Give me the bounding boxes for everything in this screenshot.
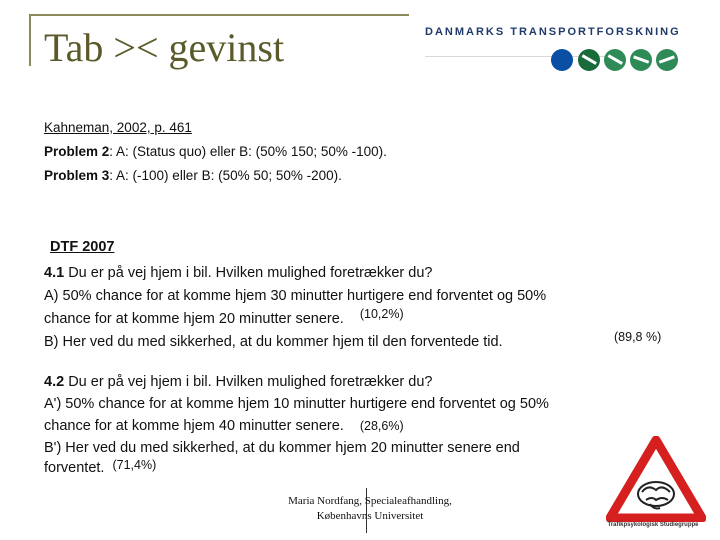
q1-option-a-line2-text: chance for at komme hjem 20 minutter senere. — [44, 311, 344, 327]
title-rule-horizontal — [29, 14, 409, 16]
reference: Kahneman, 2002, p. 461 — [44, 120, 192, 135]
dtf-logo-dots — [548, 46, 688, 74]
dtf-heading: DTF 2007 — [50, 239, 115, 255]
problem-2-label: Problem 2 — [44, 144, 110, 159]
logo-dot-blue — [551, 49, 573, 71]
problem-3 — [44, 168, 342, 183]
q2-option-b-pct: (71,4%) — [112, 458, 157, 472]
problem-2-text: : A: (Status quo) eller B: (50% 150; 50% -100). — [109, 144, 387, 159]
q1-option-a-line1: A) 50% chance for at komme hjem 30 minutter hurtigere end forventet og 50% — [44, 288, 547, 304]
q2-option-b-line2-text: forventet. — [44, 460, 105, 476]
dtf-logo-text: DANMARKS TRANSPORTFORSKNING — [425, 26, 681, 38]
q1-number: 4.1 — [44, 265, 65, 281]
q1-option-b-pct: (89,8 %) — [614, 330, 662, 344]
footer — [225, 494, 515, 524]
title-rule-vertical — [29, 14, 31, 66]
slide-title: Tab >< gevinst — [44, 25, 285, 70]
problem-2 — [44, 144, 387, 159]
q2-option-b-line1: B') Her ved du med sikkerhed, at du kommer hjem 20 minutter senere end — [44, 440, 520, 456]
q2-number: 4.2 — [44, 374, 65, 390]
q2-question-text: Du er på vej hjem i bil. Hvilken mulighed foretrækker du? — [64, 374, 433, 390]
q2-option-b-line2 — [44, 460, 156, 476]
q1-question-text: Du er på vej hjem i bil. Hvilken mulighed foretrækker du? — [64, 265, 433, 281]
q1-option-a-line2 — [44, 307, 404, 327]
footer-university: Københavns Universitet — [316, 510, 424, 522]
q2-question — [44, 374, 432, 390]
q2-option-a-line2-text: chance for at komme hjem 40 minutter senere. — [44, 418, 344, 434]
q1-option-a-pct: (10,2%) — [359, 307, 404, 321]
q2-option-a-pct: (28,6%) — [359, 419, 404, 433]
q2-option-a-line1: A') 50% chance for at komme hjem 10 minutter hurtigere end forventet og 50% — [44, 396, 549, 412]
warning-sign-brain-icon — [606, 436, 706, 522]
problem-3-label: Problem 3 — [44, 168, 110, 183]
q1-question — [44, 265, 432, 281]
sign-caption: Trafikpsykologisk Studiegruppe — [607, 522, 699, 528]
q2-option-a-line2 — [44, 418, 404, 434]
q1-option-b: B) Her ved du med sikkerhed, at du kommer hjem til den forventede tid. — [44, 334, 503, 350]
footer-author: Maria Nordfang, Specialeafhandling, — [288, 495, 452, 507]
problem-3-text: : A: (-100) eller B: (50% 50; 50% -200). — [109, 168, 342, 183]
